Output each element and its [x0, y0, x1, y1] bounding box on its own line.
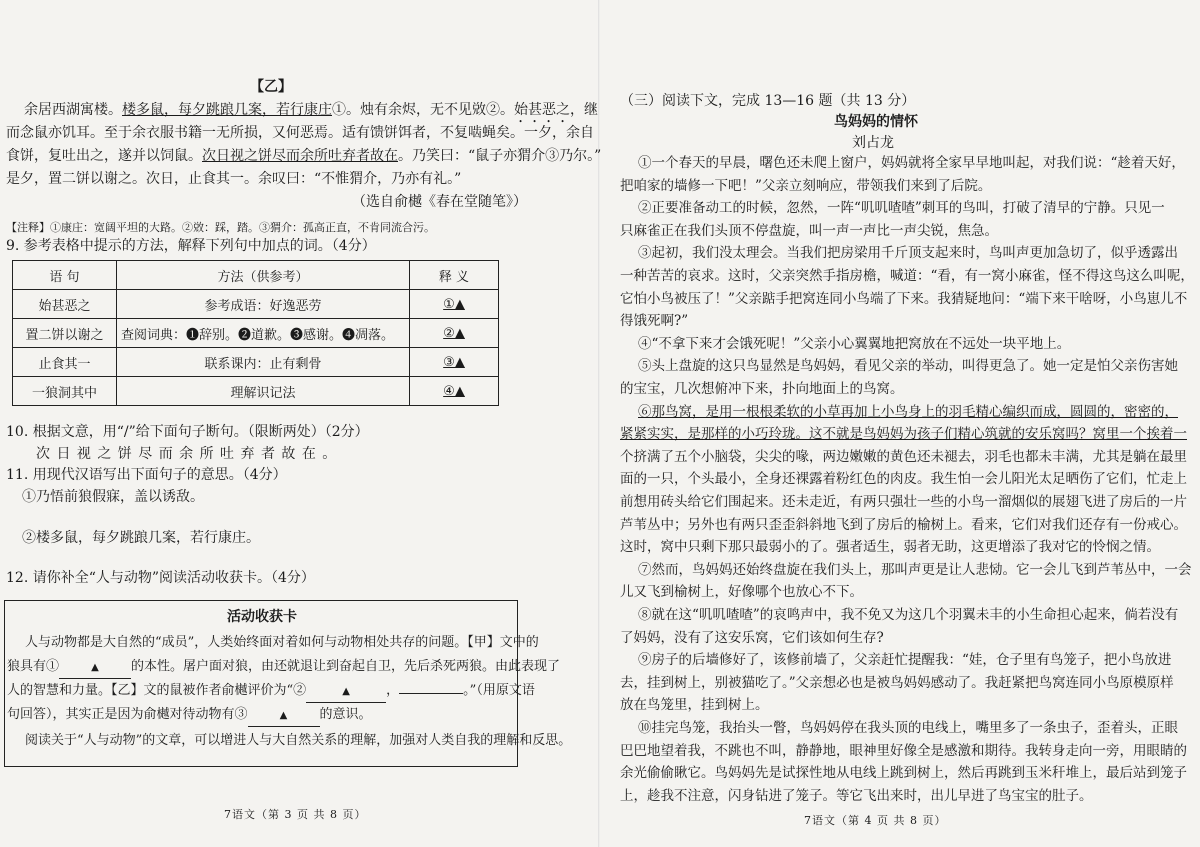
card-text: 的意识。 — [319, 707, 372, 722]
article-line: 它怕小鸟被压了！”父亲踮手把窝连同小鸟端了下来。我猜疑地问：“端下来干啥呀，小鸟崽儿不 — [620, 291, 1188, 307]
card-text: 人的智慧和力量。【乙】文的鼠被作者俞樾评价为“② — [7, 683, 307, 698]
article-line: ②正要准备动工的时候，忽然，一阵“叽叽喳喳”刺耳的鸟叫，打破了清早的宁静。只见一 — [638, 200, 1165, 216]
section-header: （三）阅读下文，完成 13—16 题（共 13 分） — [620, 93, 916, 109]
answer-blank[interactable]: ①▲ — [410, 290, 499, 319]
q10-sentence: 次 日 视 之 饼 尽 而 余 所 吐 弃 者 故 在 。 — [36, 446, 338, 462]
article-line: 放在鸟笼里，挂到树上。 — [620, 697, 769, 713]
passage-line: 食饼，复吐出之，遂并以饲鼠。次日视之饼尽而余所吐弃者故在。乃笑曰：“鼠子亦猬介③乃尔。” — [6, 148, 602, 164]
question-11: 11. 用现代汉语写出下面句子的意思。（4分） — [6, 467, 287, 483]
question-12: 12. 请你补全“人与动物”阅读活动收获卡。（4分） — [6, 570, 315, 586]
article-line: 巴巴地望着我，不跳也不叫，静静地，眼神里好像全是感激和期待。我转身走向一旁，用眼睛的 — [620, 743, 1187, 759]
q11-sentence-b: ②楼多鼠，每夕跳踉几案，若行康庄。 — [22, 530, 260, 546]
table-cell: 止食其一 — [13, 348, 117, 377]
page-footer: 7语文（第 4 页 共 8 页） — [804, 814, 947, 827]
article-line: ①一个春天的早晨，曙色还未爬上窗户，妈妈就将全家早早地叫起，对我们说：“趁着天好， — [638, 155, 1185, 171]
card-line: 人与动物都是大自然的“成员”，人类始终面对着如何与动物相处共存的问题。【甲】文中的 — [25, 635, 539, 650]
right-page — [600, 0, 1200, 847]
blank-marker: ▲ — [91, 662, 99, 673]
table-cell: 联系课内：止有剩骨 — [117, 348, 410, 377]
blank-marker: ▲ — [279, 710, 288, 721]
table-header: 方法（供参考） — [117, 261, 410, 290]
activity-card — [4, 600, 572, 767]
blank-marker: ▲ — [342, 686, 350, 697]
section-title: 【乙】 — [250, 79, 292, 95]
article-line: 面的一只，个头最小，全身还裸露着粉红色的肉皮。我生怕一会儿阳光太足晒伤了它们，忙走上 — [620, 471, 1187, 487]
table-row — [13, 319, 499, 348]
card-text: 狼具有① — [7, 659, 60, 674]
article-line: 芦苇丛中；另外也有两只歪歪斜斜地飞到了房后的榆树上。看来，它们对我们还存有一份戒心。 — [620, 517, 1187, 533]
article-line: 余光偷偷瞅它。鸟妈妈先是试探性地从电线上跳到树上，然后再跳到玉米秆堆上，最后站到笼子 — [620, 765, 1187, 781]
table-row — [13, 348, 499, 377]
article-author: 刘占龙 — [852, 135, 894, 151]
article-line: 得饿死啊?” — [620, 313, 689, 329]
article-title: 鸟妈妈的情怀 — [834, 114, 918, 130]
card-text: 句回答），其实正是因为俞樾对待动物有③ — [7, 707, 248, 722]
article-line: ④“不拿下来才会饿死呢！”父亲小心翼翼地把窝放在不远处一块平地上。 — [638, 336, 1071, 352]
article-line: ⑨房子的后墙修好了，该修前墙了，父亲赶忙提醒我：“娃，仓子里有鸟笼子，把小鸟放进 — [638, 652, 1172, 668]
answer-blank[interactable] — [306, 681, 386, 703]
answer-blank[interactable] — [399, 693, 463, 694]
article-line: 这时，窝中只剩下那只最弱小的了。强者适生，弱者无助，这更增添了我对它的怜悯之情。 — [620, 539, 1160, 555]
article-line: ⑩挂完鸟笼，我抬头一瞥，鸟妈妈停在我头顶的电线上，嘴里多了一条虫子，歪着头，正眼 — [638, 720, 1178, 736]
article-line: ⑥那鸟窝，是用一根根柔软的小草再加上小鸟身上的羽毛精心编织而成，圆圆的，密密的， — [638, 404, 1178, 420]
answer-blank[interactable] — [59, 657, 131, 679]
passage-line: 余居西湖寓楼。楼多鼠，每夕跳踉几案，若行康庄①。烛有余烬，无不见敚②。始甚恶之，继 — [24, 102, 598, 118]
table-header: 释 义 — [410, 261, 499, 290]
table-cell: 查阅词典：❶辞别。❷道歉。❸感谢。❹凋落。 — [117, 319, 410, 348]
article-line: ⑦然而，鸟妈妈还始终盘旋在我们头上，那叫声更是让人悲恸。它一会儿飞到芦苇丛中，一会 — [638, 562, 1192, 578]
card-line: 阅读关于“人与动物”的文章，可以增进人与大自然关系的理解，加强对人类自我的理解和反思。 — [25, 733, 572, 748]
article-line: ⑤头上盘旋的这只鸟显然是鸟妈妈，看见父亲的举动，叫得更急了。她一定是怕父亲伤害她 — [638, 358, 1178, 374]
article-line: 只麻雀正在我们头顶不停盘旋，叫一声一声比一声尖锐，焦急。 — [620, 223, 998, 239]
article-line: 个挤满了五个小脑袋，尖尖的喙，两边嫩嫩的黄色还未褪去，羽毛也都未丰满，尤其是躺在最里 — [620, 449, 1187, 465]
card-line — [7, 657, 560, 679]
article-line: 的宝宝，几次想俯冲下来，扑向地面上的鸟窝。 — [620, 381, 904, 397]
answer-blank[interactable]: ③▲ — [410, 348, 499, 377]
card-title: 活动收获卡 — [227, 609, 297, 625]
table-header-row — [13, 261, 499, 290]
article-line: ③起初，我们没太理会。当我们把房梁用千斤顶支起来时，鸟叫声更加急切了，似乎透露出 — [638, 245, 1178, 261]
passage-line: 而念鼠亦饥耳。至于余衣服书籍一无所损，又何恶焉。适有馈饼饵者，不复啮蝇矣。一夕，余自 — [6, 125, 594, 141]
passage-line: 是夕，置二饼以谢之。次日，止食其一。余叹曰：“不惟猬介，乃亦有礼。” — [6, 171, 462, 187]
article-line: 了妈妈，没有了这安乐窝，它们该如何生存? — [620, 630, 884, 646]
table-row — [13, 377, 499, 406]
notes: 【注释】①康庄：宽阔平坦的大路。②敚：踩，踏。③猬介：孤高正直，不肯同流合污。 — [6, 221, 435, 234]
card-text: 。”（用原文语 — [463, 683, 535, 698]
table-header: 语 句 — [13, 261, 117, 290]
article-line: 去，挂到树上，别被猫吃了。”父亲想必也是被鸟妈妈感动了。我赶紧把鸟窝连同小鸟原模原样 — [620, 675, 1174, 691]
article-line: 上，趁我不注意，闪身钻进了笼子。等它飞出来时，出儿早进了鸟宝宝的肚子。 — [620, 788, 1093, 804]
table-row — [13, 290, 499, 319]
table-cell: 置二饼以谢之 — [13, 319, 117, 348]
table-cell: 理解识记法 — [117, 377, 410, 406]
table-cell: 一狼洞其中 — [13, 377, 117, 406]
question-10: 10. 根据文意，用“/”给下面句子断句。（限断两处）（2分） — [6, 424, 369, 440]
article-line: 把咱家的墙修一下吧！”父亲立刻响应，带领我们来到了后院。 — [620, 178, 992, 194]
card-line — [7, 705, 372, 727]
card-line: 人的智慧和力量。【乙】文的鼠被作者俞樾评价为“② ▲ ， 。”（用原文语 — [7, 681, 535, 703]
card-text: 的本性。屠户面对狼，由还就退让到奋起自卫，先后杀死两狼。由此表现了 — [131, 659, 561, 674]
article-line: 一种苦苦的哀求。这时，父亲突然手指房檐，喊道：“看，有一窝小麻雀，怪不得这鸟这么叫呢， — [620, 268, 1194, 284]
question-9: 9. 参考表格中提示的方法，解释下列句中加点的词。（4分） — [6, 238, 376, 254]
article-line: 儿又飞到榆树上，好像哪个也放心不下。 — [620, 584, 863, 600]
article-line: 前想用砖头给它们围起来。还未走近，有两只强壮一些的小鸟一溜烟似的展翅飞进了房后的一片 — [620, 494, 1187, 510]
answer-blank[interactable]: ②▲ — [410, 319, 499, 348]
table-cell: 参考成语：好逸恶劳 — [117, 290, 410, 319]
answer-blank[interactable]: ④▲ — [410, 377, 499, 406]
page-footer: 7语文（第 3 页 共 8 页） — [224, 808, 367, 821]
q9-table — [12, 260, 499, 406]
source-citation: （选自俞樾《春在堂随笔》） — [352, 194, 527, 210]
table-cell: 始甚恶之 — [13, 290, 117, 319]
q11-sentence-a: ①乃悟前狼假寐，盖以诱敌。 — [22, 489, 204, 505]
answer-blank[interactable] — [248, 705, 320, 727]
article-line: ⑧就在这“叽叽喳喳”的哀鸣声中，我不免又为这几个羽翼未丰的小生命担心起来，倘若没有 — [638, 607, 1179, 623]
article-line: 紧紧实实，是那样的小巧玲珑。这不就是鸟妈妈为孩子们精心筑就的安乐窝吗？窝里一个挨着一 — [620, 426, 1187, 442]
